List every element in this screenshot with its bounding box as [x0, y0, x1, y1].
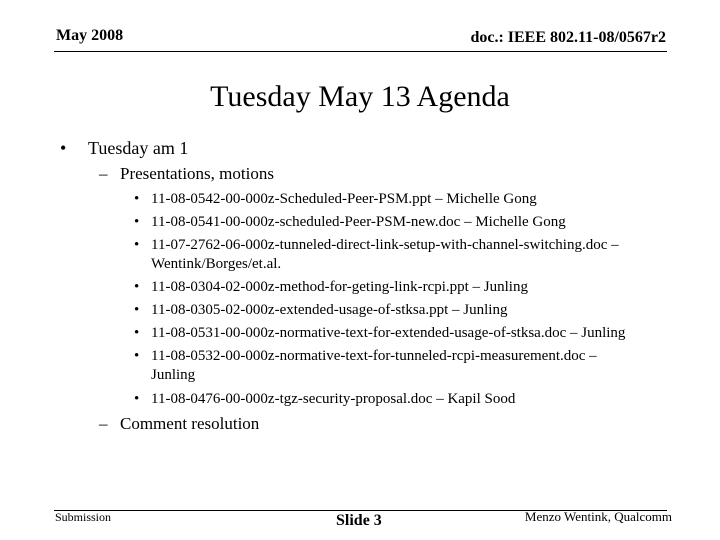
- list-bullet-icon: •: [134, 279, 140, 295]
- dash-icon: –: [99, 164, 108, 183]
- header-doc-id: doc.: IEEE 802.11-08/0567r2: [470, 29, 666, 46]
- list-item: 11-07-2762-06-000z-tunneled-direct-link-setup-with-channel-switching.doc –: [151, 237, 619, 253]
- list-item: 11-08-0542-00-000z-Scheduled-Peer-PSM.ppt – Michelle Gong: [151, 191, 537, 207]
- list-bullet-icon: •: [134, 391, 140, 407]
- list-item: 11-08-0304-02-000z-method-for-geting-link-rcpi.ppt – Junling: [151, 279, 528, 295]
- list-item: 11-08-0305-02-000z-extended-usage-of-stksa.ppt – Junling: [151, 302, 508, 318]
- list-bullet-icon: •: [134, 325, 140, 341]
- bullet-icon: •: [60, 138, 67, 158]
- session-heading: Tuesday am 1: [88, 138, 189, 158]
- list-item: 11-08-0531-00-000z-normative-text-for-extended-usage-of-stksa.doc – Junling: [151, 325, 626, 341]
- footer-submission: Submission: [55, 510, 112, 524]
- list-item-continuation: Wentink/Borges/et.al.: [151, 256, 282, 272]
- list-bullet-icon: •: [134, 237, 140, 253]
- list-item: 11-08-0532-00-000z-normative-text-for-tunneled-rcpi-measurement.doc –: [151, 348, 597, 364]
- list-item: 11-08-0541-00-000z-scheduled-Peer-PSM-new.doc – Michelle Gong: [151, 214, 566, 230]
- list-item: 11-08-0476-00-000z-tgz-security-proposal.doc – Kapil Sood: [151, 391, 516, 407]
- slide-title: Tuesday May 13 Agenda: [210, 80, 510, 113]
- footer-author: Menzo Wentink, Qualcomm: [524, 509, 672, 524]
- dash-icon: –: [99, 414, 108, 433]
- list-item-continuation: Junling: [151, 367, 196, 383]
- list-bullet-icon: •: [134, 348, 140, 364]
- list-bullet-icon: •: [134, 191, 140, 207]
- comment-resolution-label: Comment resolution: [120, 414, 260, 433]
- list-bullet-icon: •: [134, 214, 140, 230]
- presentations-label: Presentations, motions: [120, 164, 274, 183]
- slide-number: Slide 3: [336, 512, 382, 529]
- header-date: May 2008: [56, 27, 124, 44]
- header-divider: [54, 51, 667, 52]
- list-bullet-icon: •: [134, 302, 140, 318]
